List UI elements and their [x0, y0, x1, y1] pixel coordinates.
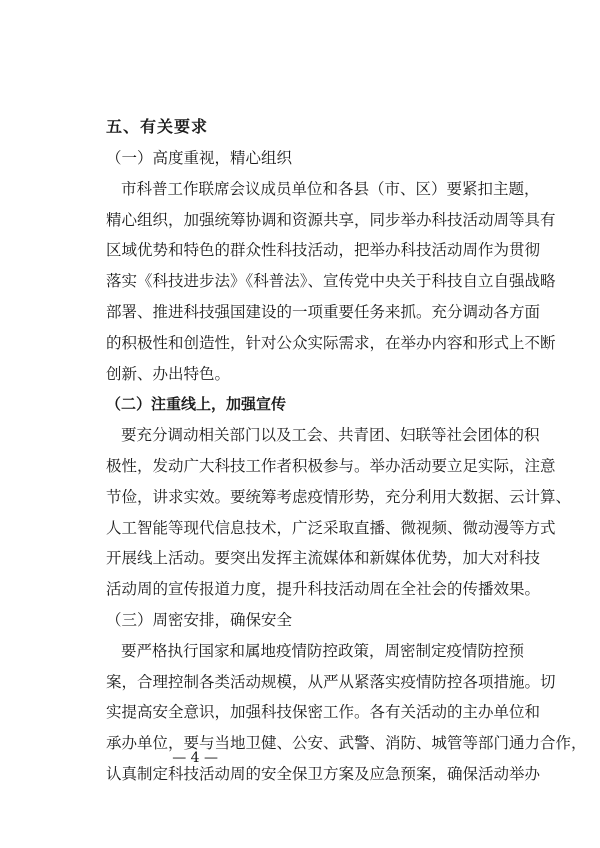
paragraph-line: 承办单位，要与当地卫健、公安、武警、消防、城管等部门通力合作，: [106, 734, 587, 752]
paragraph-line: 案，合理控制各类活动规模，从严从紧落实疫情防控各项措施。切: [106, 673, 556, 691]
paragraph-line: 精心组织，加强统筹协调和资源共享，同步举办科技活动周等具有: [106, 211, 556, 229]
section-heading: 五、有关要求: [106, 117, 209, 136]
subsection-title-2: （二）注重线上，加强宣传: [106, 395, 287, 413]
paragraph-line: 开展线上活动。要突出发挥主流媒体和新媒体优势，加大对科技: [106, 549, 541, 567]
subsection-title-3: （三）周密安排，确保安全: [106, 611, 293, 629]
paragraph-line: 活动周的宣传报道力度，提升科技活动周在全社会的传播效果。: [106, 580, 541, 598]
paragraph-line: 要充分调动相关部门以及工会、共青团、妇联等社会团体的积: [121, 426, 540, 444]
paragraph-line: 落实《科技进步法》《科普法》、宣传党中央关于科技自立自强战略: [106, 272, 556, 290]
paragraph-line: 的积极性和创造性，针对公众实际需求，在举办内容和形式上不断: [106, 334, 556, 352]
paragraph-line: 极性，发动广大科技工作者积极参与。举办活动要立足实际，注意: [106, 457, 556, 475]
paragraph-line: 人工智能等现代信息技术，广泛采取直播、微视频、微动漫等方式: [106, 519, 556, 537]
paragraph-line: 区域优势和特色的群众性科技活动，把举办科技活动周作为贯彻: [106, 241, 541, 259]
page-number: — 4 —: [172, 750, 218, 766]
paragraph-line: 认真制定科技活动周的安全保卫方案及应急预案，确保活动举办: [106, 765, 541, 783]
paragraph-line: 节俭，讲求实效。要统筹考虑疫情形势，充分利用大数据、云计算、: [106, 488, 572, 506]
paragraph-line: 部署、推进科技强国建设的一项重要任务来抓。充分调动各方面: [106, 303, 541, 321]
paragraph-line: 创新、办出特色。: [106, 365, 231, 383]
subsection-title-1: （一）高度重视，精心组织: [106, 149, 293, 167]
paragraph-line: 要严格执行国家和属地疫情防控政策，周密制定疫情防控预: [121, 642, 525, 660]
paragraph-line: 实提高安全意识，加强科技保密工作。各有关活动的主办单位和: [106, 703, 541, 721]
paragraph-line: 市科普工作联席会议成员单位和各县（市、区）要紧扣主题，: [121, 180, 540, 198]
